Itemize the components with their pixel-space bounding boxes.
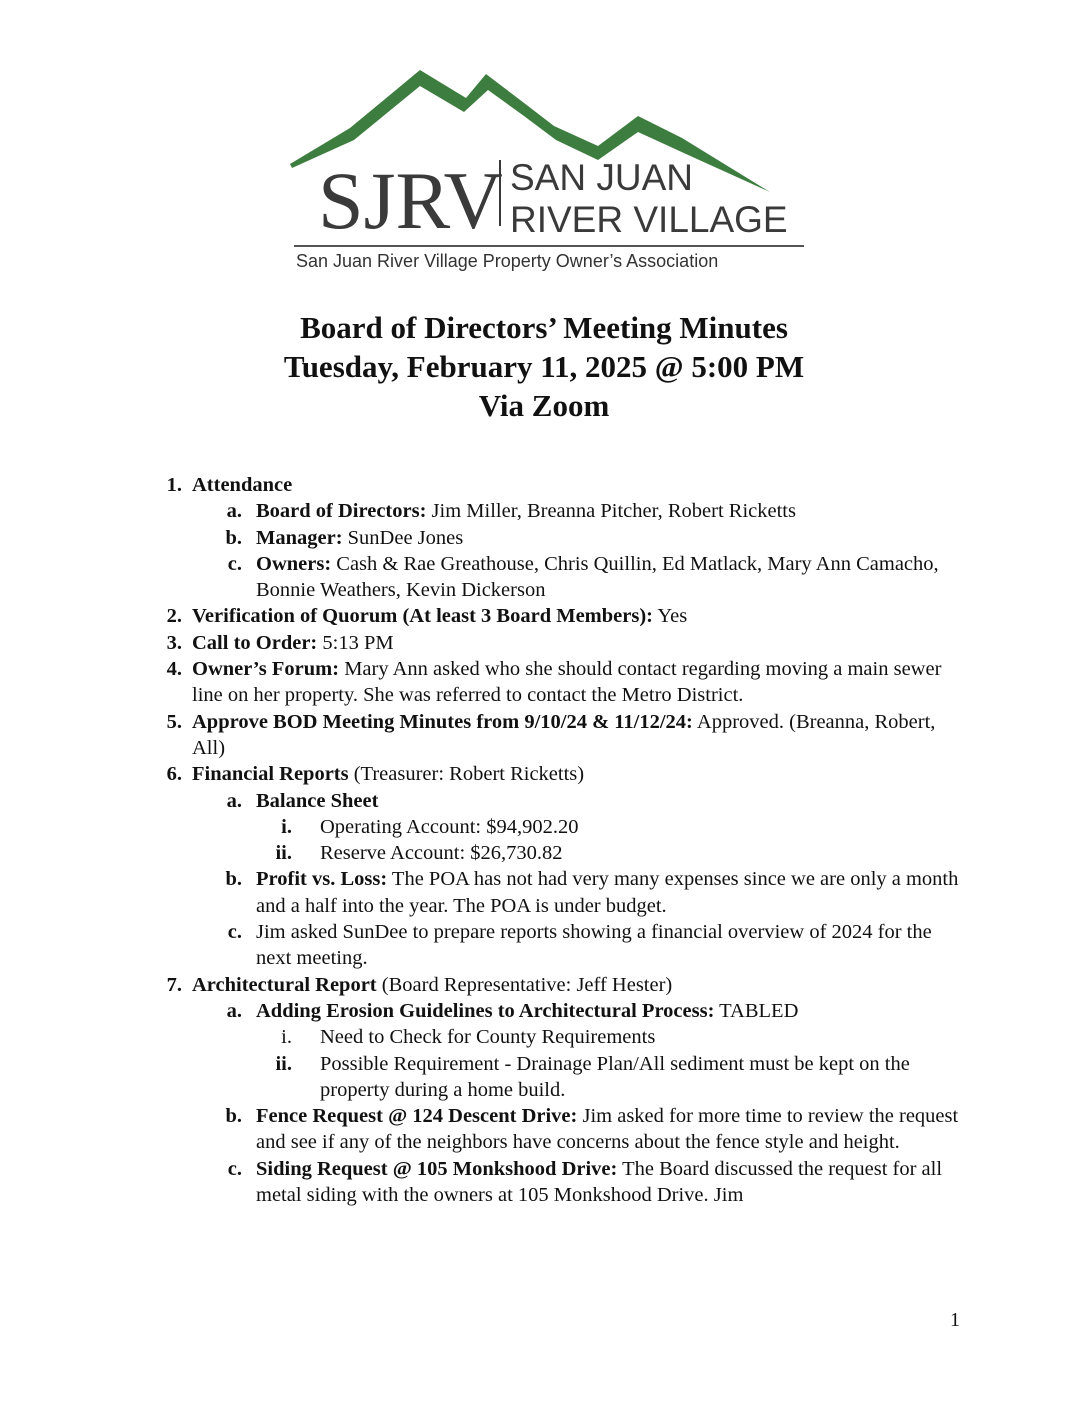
item-text: SunDee Jones xyxy=(342,526,464,549)
item-text: (Treasurer: Robert Ricketts) xyxy=(348,763,585,786)
item-marker: 7. xyxy=(166,973,182,996)
item-heading: Siding Request @ 105 Monkshood Drive: xyxy=(256,1157,618,1180)
logo-subtitle: San Juan River Village Property Owner’s Association xyxy=(296,251,719,271)
item-text: Jim asked for more time to review the request and see if any of the neighbors have concerns about the fence style and height. xyxy=(256,1105,959,1154)
item-text: Reserve Account: $26,730.82 xyxy=(320,842,563,865)
sub-item xyxy=(160,998,972,1024)
agenda-item xyxy=(160,761,972,787)
title-line-2: Tuesday, February 11, 2025 @ 5:00 PM xyxy=(283,349,805,384)
item-text: Yes xyxy=(652,605,688,628)
item-text: Jim asked SunDee to prepare reports showing a financial overview of 2024 for the next meeting. xyxy=(256,921,932,970)
item-marker: 3. xyxy=(166,631,182,654)
item-heading: Board of Directors: xyxy=(256,500,427,523)
item-marker: c. xyxy=(227,1157,242,1180)
item-marker: c. xyxy=(227,552,242,575)
item-text: (Board Representative: Jeff Hester) xyxy=(376,973,673,996)
sub-sub-item xyxy=(160,814,972,840)
item-heading: Owner’s Forum: xyxy=(192,658,340,681)
item-text: The Board discussed the request for all metal siding with the owners at 105 Monkshood Drive. Jim xyxy=(256,1157,943,1207)
title-line-3: Via Zoom xyxy=(478,388,610,423)
item-heading: Call to Order: xyxy=(192,631,318,654)
sub-sub-item xyxy=(160,840,972,866)
item-marker: a. xyxy=(226,500,242,523)
item-text: TABLED xyxy=(714,999,799,1022)
logo-graphic xyxy=(288,68,818,253)
agenda-item xyxy=(160,630,972,656)
item-heading: Manager: xyxy=(256,526,343,549)
item-marker: b. xyxy=(225,1105,242,1128)
item-heading: Financial Reports xyxy=(192,763,349,786)
item-heading: Balance Sheet xyxy=(256,789,379,812)
item-marker: ii. xyxy=(275,842,292,865)
sub-sub-item xyxy=(160,1051,972,1104)
item-text: Operating Account: $94,902.20 xyxy=(320,815,579,838)
item-text: Need to Check for County Requirements xyxy=(320,1026,656,1049)
item-marker: c. xyxy=(227,921,242,944)
item-marker: 6. xyxy=(166,763,182,786)
item-heading: Profit vs. Loss: xyxy=(256,868,388,891)
sub-item xyxy=(160,551,972,604)
sub-item xyxy=(160,498,972,524)
item-marker: i. xyxy=(281,1026,292,1049)
item-text: Cash & Rae Greathouse, Chris Quillin, Ed Matlack, Mary Ann Camacho, Bonnie Weathers, Kevin Dickerson xyxy=(256,552,939,602)
item-text: Approved. (Breanna, Robert, All) xyxy=(192,710,936,759)
sub-item xyxy=(160,525,972,551)
item-marker: i. xyxy=(281,815,292,838)
item-heading: Approve BOD Meeting Minutes from 9/10/24 & 11/12/24: xyxy=(192,710,693,733)
logo-name-line2: RIVER VILLAGE xyxy=(510,199,788,240)
item-heading: Adding Erosion Guidelines to Architectural Process: xyxy=(256,999,715,1022)
minutes-list xyxy=(160,472,972,1208)
document-title xyxy=(0,308,1088,425)
item-marker: 5. xyxy=(166,710,182,733)
title-line-1: Board of Directors’ Meeting Minutes xyxy=(300,310,788,345)
item-marker: a. xyxy=(226,789,242,812)
item-marker: a. xyxy=(226,999,242,1022)
item-text: 5:13 PM xyxy=(317,631,394,654)
item-heading: Attendance xyxy=(192,474,293,496)
item-marker: 4. xyxy=(166,658,182,681)
item-heading: Architectural Report xyxy=(192,973,377,996)
agenda-item xyxy=(160,603,972,629)
item-text: Possible Requirement - Drainage Plan/All sediment must be kept on the property during a home build. xyxy=(320,1052,910,1101)
item-marker: 2. xyxy=(166,605,182,628)
association-logo xyxy=(288,68,818,278)
agenda-item xyxy=(160,709,972,762)
item-heading: Verification of Quorum (At least 3 Board Members): xyxy=(192,605,653,628)
item-text: The POA has not had very many expenses since we are only a month and a half into the year. The POA is under budget. xyxy=(256,868,959,917)
item-marker: b. xyxy=(225,868,242,891)
item-heading: Owners: xyxy=(256,552,332,575)
agenda-item xyxy=(160,472,972,498)
item-marker: ii. xyxy=(275,1052,292,1075)
agenda-item xyxy=(160,656,972,709)
item-text: Mary Ann asked who she should contact regarding moving a main sewer line on her property. She was referred to contact the Metro District. xyxy=(192,658,942,707)
sub-item xyxy=(160,919,972,972)
logo-initials: SJRV xyxy=(318,155,503,246)
sub-sub-item xyxy=(160,1024,972,1050)
sub-item xyxy=(160,866,972,919)
agenda-item xyxy=(160,972,972,998)
logo-name-line1: SAN JUAN xyxy=(510,157,693,198)
item-text: Jim Miller, Breanna Pitcher, Robert Ricketts xyxy=(426,500,796,523)
page-number: 1 xyxy=(950,1309,960,1331)
item-marker: 1. xyxy=(166,474,182,496)
sub-item xyxy=(160,788,972,814)
sub-item xyxy=(160,1156,972,1209)
item-heading: Fence Request @ 124 Descent Drive: xyxy=(256,1105,578,1128)
item-marker: b. xyxy=(225,526,242,549)
sub-item xyxy=(160,1103,972,1156)
